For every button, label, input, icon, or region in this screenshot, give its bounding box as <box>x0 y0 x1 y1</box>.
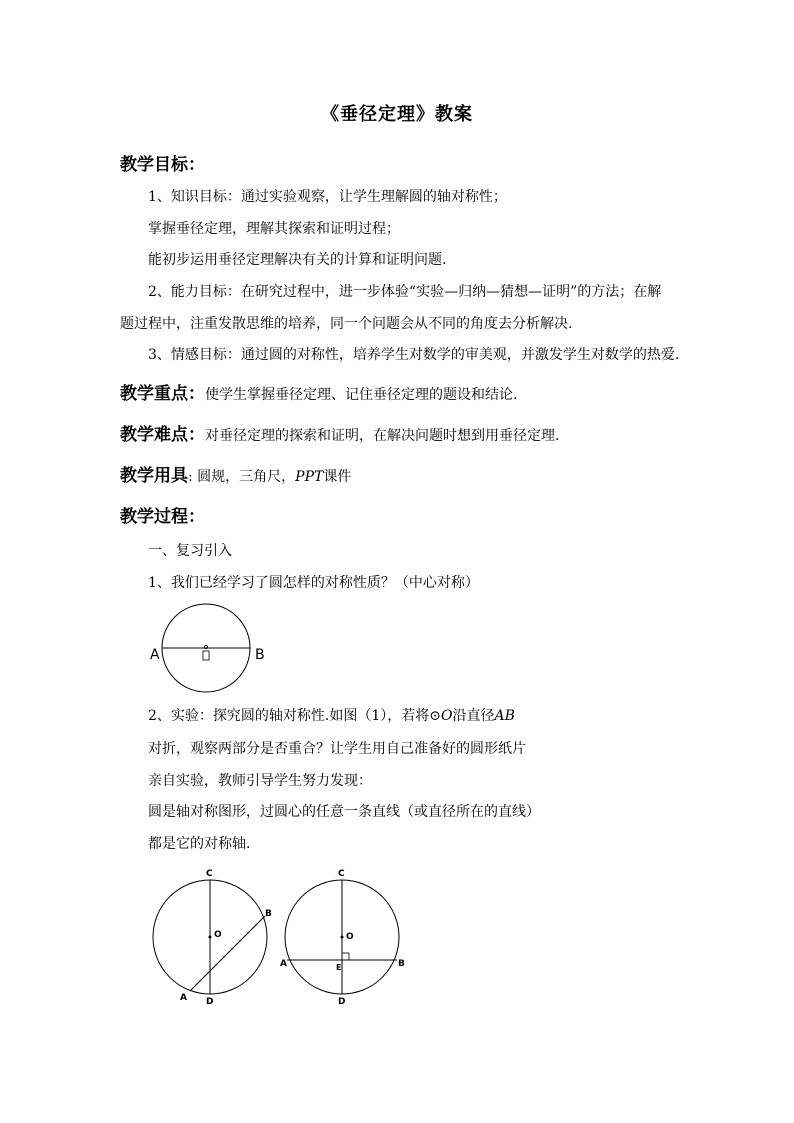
fig3-label-a: A <box>280 959 287 969</box>
tools-ppt: PPT <box>295 469 324 485</box>
fig3-label-d: D <box>338 997 346 1007</box>
experiment-line: 都是它的对称轴. <box>148 836 251 852</box>
experiment-line: 圆是轴对称图形，过圆心的任意一条直线（或直径所在的直线） <box>148 804 540 820</box>
objective-line: 掌握垂径定理，理解其探索和证明过程； <box>148 221 400 237</box>
objective-line: 题过程中，注重发散思维的培养，同一个问题会从不同的角度去分析解决. <box>120 316 573 332</box>
diameter-name: AB <box>494 708 515 724</box>
tools-heading: 教学用具 <box>120 466 188 486</box>
point-label-a: A <box>150 647 160 663</box>
fig2-label-a: A <box>180 993 187 1003</box>
section-review: 一、复习引入 <box>148 543 232 559</box>
circle-name: O <box>441 708 453 724</box>
tools-text: : 圆规，三角尺， <box>188 469 296 485</box>
difficulties-row <box>120 420 559 445</box>
figure-circle-diameter <box>146 598 276 714</box>
fig2-label-o: O <box>214 930 222 940</box>
experiment-line: 对折，观察两部分是否重合？让学生用自己准备好的圆形纸片 <box>148 741 526 757</box>
objective-line: 能初步运用垂径定理解决有关的计算和证明问题. <box>148 252 447 268</box>
experiment-text-mid: 沿直径 <box>452 708 495 724</box>
experiment-line: 亲自实验，教师引导学生努力发现： <box>148 773 372 789</box>
fig2-label-c: C <box>206 869 213 879</box>
objective-line: 3、情感目标：通过圆的对称性，培养学生对数学的审美观，并激发学生对数学的热爱. <box>148 347 680 363</box>
objective-line: 1、知识目标：通过实验观察，让学生理解圆的轴对称性； <box>148 189 507 205</box>
fig2-label-b: B <box>265 909 272 919</box>
question-1: 1、我们已经学习了圆怎样的对称性质？（中心对称） <box>148 575 479 591</box>
fig3-label-e: E <box>336 963 342 972</box>
fig3-label-b: B <box>398 959 405 969</box>
difficulties-text: 对垂径定理的探索和证明，在解决问题时想到用垂径定理. <box>205 428 560 444</box>
objectives-heading: 教学目标： <box>120 155 205 175</box>
document-title: 《垂径定理》教案 <box>321 104 473 125</box>
key-points-row <box>120 379 517 404</box>
point-label-b: B <box>255 647 265 663</box>
tools-row <box>120 461 351 486</box>
fig3-label-c: C <box>338 869 345 879</box>
key-points-text: 使学生掌握垂径定理、记住垂径定理的题设和结论. <box>205 387 518 403</box>
process-heading: 教学过程： <box>120 507 205 527</box>
experiment-text: 2、实验：探究圆的轴对称性.如图（1），若将⊙ <box>148 708 441 724</box>
fig3-label-o: O <box>346 932 354 942</box>
tools-text-end: 课件 <box>323 469 352 485</box>
experiment-line <box>148 705 515 725</box>
difficulties-heading: 教学难点： <box>120 425 205 445</box>
fig2-label-d: D <box>206 997 214 1007</box>
objective-line: 2、能力目标：在研究过程中，进一步体验“实验—归纳—猜想—证明”的方法；在解 <box>148 284 662 300</box>
figure-circles-symmetry <box>140 862 430 1012</box>
key-points-heading: 教学重点： <box>120 384 205 404</box>
